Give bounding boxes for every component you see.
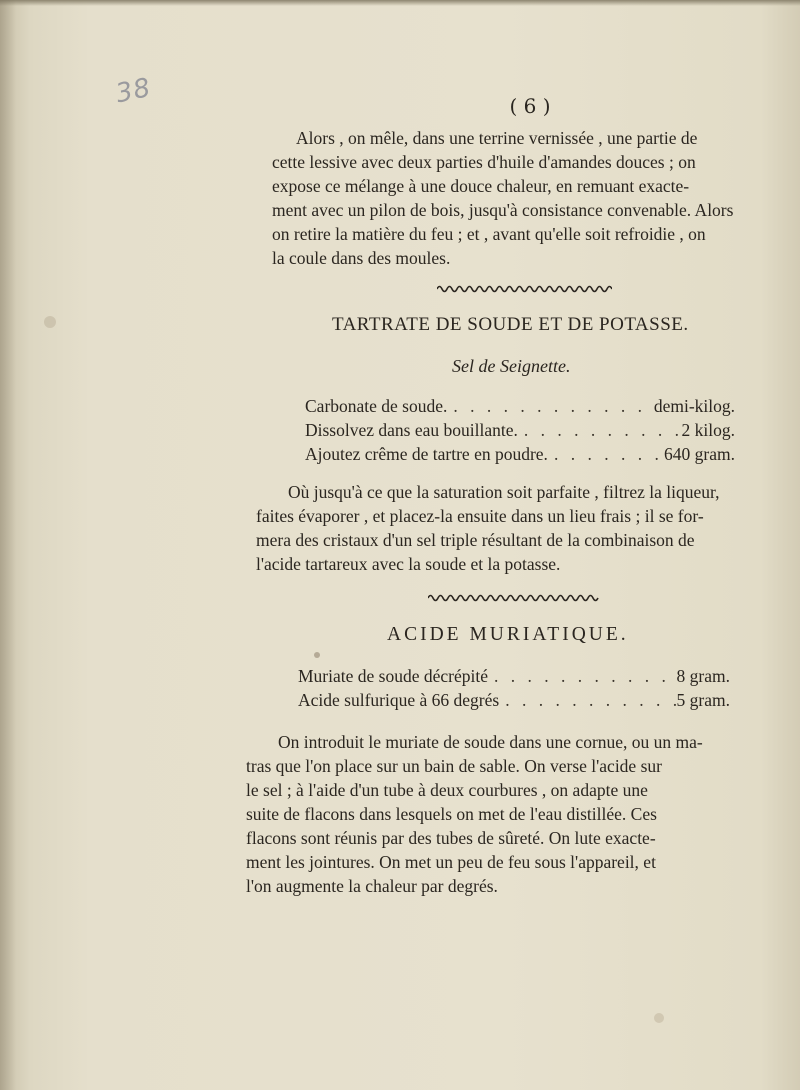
text-line: ment les jointures. On met un peu de feu sous l'appareil, et — [246, 852, 656, 872]
leader-dots — [488, 664, 677, 688]
paragraph-muriatic-instructions — [246, 730, 756, 898]
ingredient-quantity: 2 kilog. — [681, 420, 735, 440]
ingredient-quantity: 640 gram. — [664, 444, 735, 464]
paragraph-soap-preparation — [272, 126, 762, 270]
ornamental-divider — [437, 284, 612, 294]
section-title-muriatic-acid: ACIDE MURIATIQUE. — [387, 624, 629, 645]
ingredient-name: Carbonate de soude. — [305, 396, 448, 416]
ingredient-quantity: demi-kilog. — [653, 396, 735, 416]
paper-stain — [314, 652, 320, 658]
ingredient-name: Acide sulfurique à 66 degrés — [298, 690, 500, 710]
section-subtitle-seignette: Sel de Seignette. — [452, 356, 571, 376]
text-line: flacons sont réunis par des tubes de sûreté. On lute exacte- — [246, 828, 656, 848]
ingredient-name: Ajoutez crême de tartre en poudre. — [305, 444, 548, 464]
text-line: la coule dans des moules. — [272, 248, 451, 268]
paper-stain — [44, 316, 56, 328]
leader-dots — [499, 688, 676, 712]
ingredient-row — [305, 418, 735, 442]
text-line: ment avec un pilon de bois, jusqu'à consistance convenable. Alors — [272, 200, 734, 220]
text-line: on retire la matière du feu ; et , avant qu'elle soit refroidie , on — [272, 224, 706, 244]
text-line: suite de flacons dans lesquels on met de l'eau distillée. Ces — [246, 804, 657, 824]
ingredient-name: Muriate de soude décrépité — [298, 666, 488, 686]
leader-dots — [447, 394, 653, 418]
text-line: le sel ; à l'aide d'un tube à deux courbures , on adapte une — [246, 780, 648, 800]
text-line: tras que l'on place sur un bain de sable. On verse l'acide sur — [246, 756, 662, 776]
paper-stain — [654, 1013, 664, 1023]
text-line: expose ce mélange à une douce chaleur, en remuant exacte- — [272, 176, 690, 196]
ingredient-list-muriatic — [298, 664, 730, 712]
ingredient-row — [305, 394, 735, 418]
text-line: l'on augmente la chaleur par degrés. — [246, 876, 498, 896]
pencil-margin-note: 38 — [113, 72, 154, 110]
text-line: mera des cristaux d'un sel triple résultant de la combinaison de — [256, 530, 695, 550]
ingredient-row — [298, 688, 730, 712]
ingredient-row — [305, 442, 735, 466]
ingredient-list-tartrate — [305, 394, 735, 466]
paragraph-tartrate-instructions — [256, 480, 766, 576]
ingredient-name: Dissolvez dans eau bouillante. — [305, 420, 518, 440]
ornamental-divider — [428, 593, 600, 603]
section-title-tartrate: TARTRATE DE SOUDE ET DE POTASSE. — [332, 314, 689, 335]
page-number: ( 6 ) — [509, 94, 551, 118]
text-line: cette lessive avec deux parties d'huile d'amandes douces ; on — [272, 152, 696, 172]
ingredient-quantity: 8 gram. — [676, 666, 730, 686]
text-line: Où jusqu'à ce que la saturation soit parfaite , filtrez la liqueur, — [288, 482, 720, 502]
ingredient-quantity: 5 gram. — [676, 690, 730, 710]
ingredient-row — [298, 664, 730, 688]
leader-dots — [518, 418, 682, 442]
text-line: Alors , on mêle, dans une terrine vernissée , une partie de — [296, 128, 698, 148]
text-line: On introduit le muriate de soude dans une cornue, ou un ma- — [278, 732, 703, 752]
text-line: l'acide tartareux avec la soude et la potasse. — [256, 554, 561, 574]
text-line: faites évaporer , et placez-la ensuite dans un lieu frais ; il se for- — [256, 506, 704, 526]
leader-dots — [548, 442, 664, 466]
